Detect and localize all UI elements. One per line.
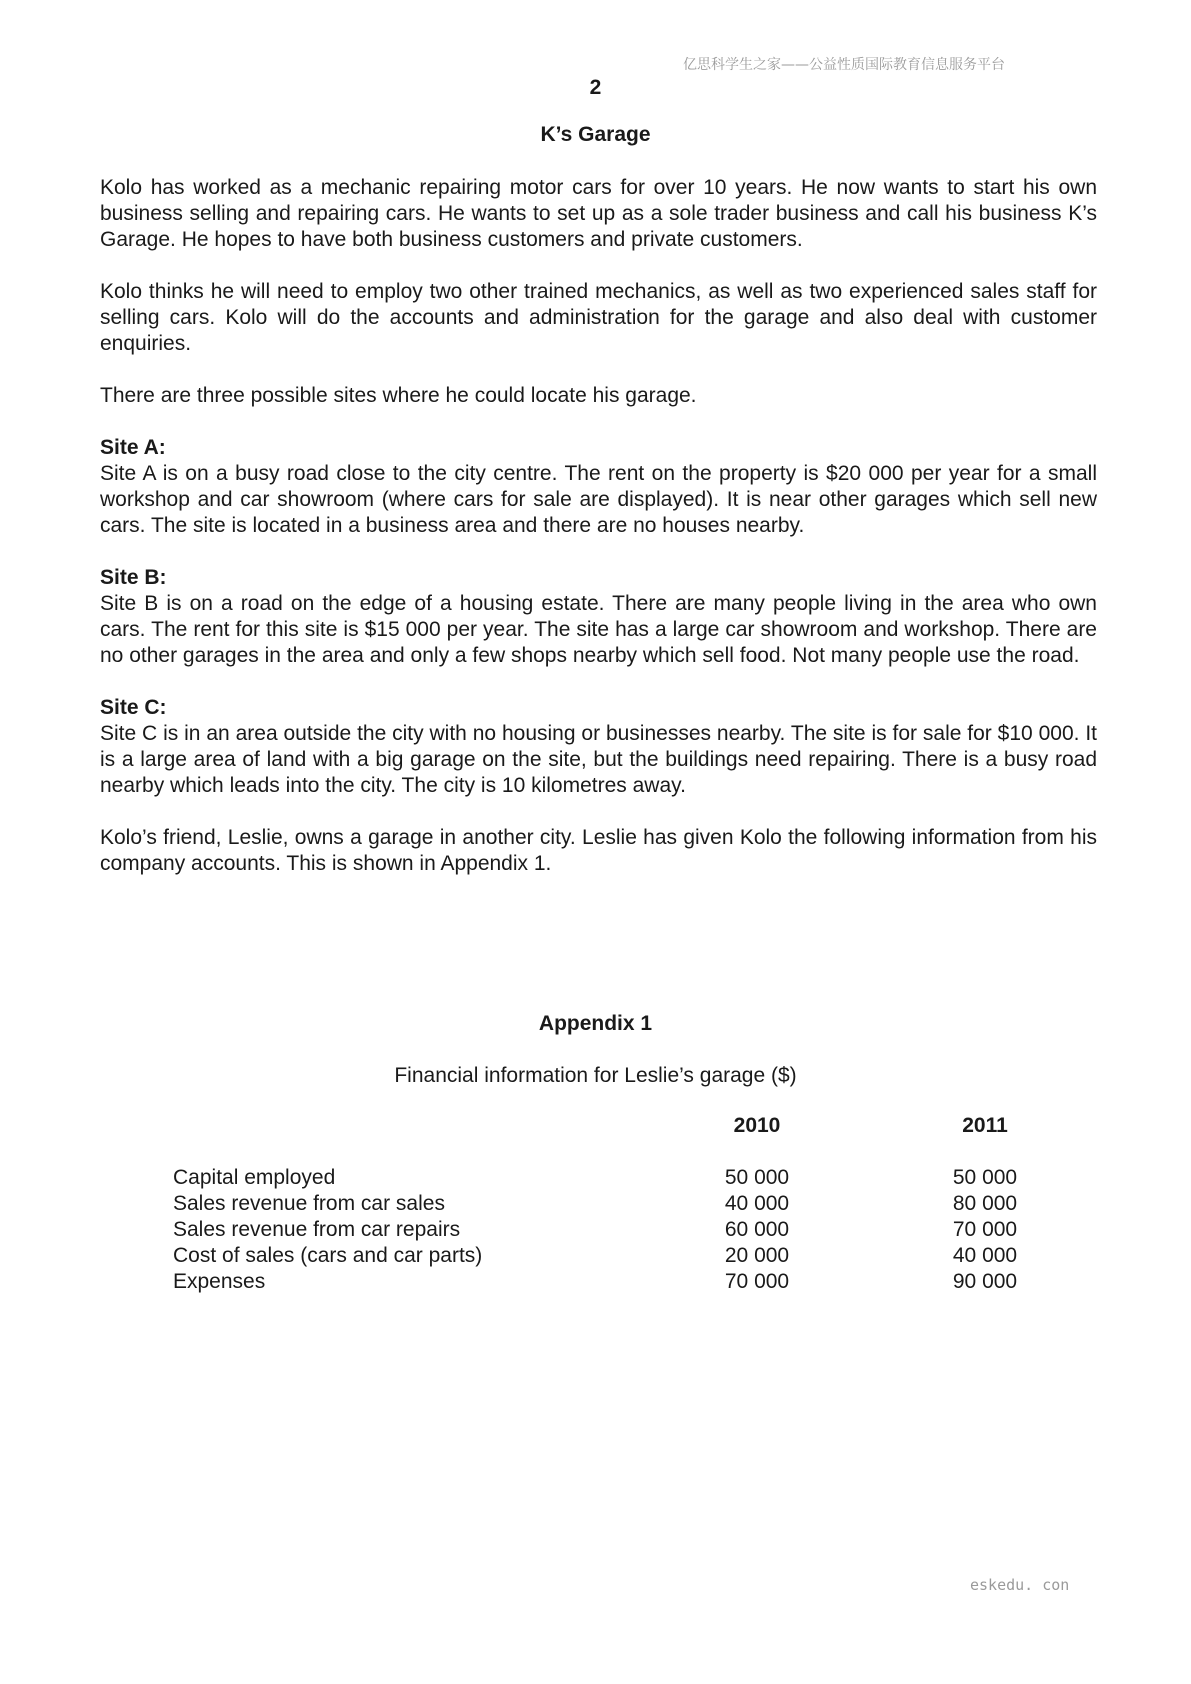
site-c-heading: Site C: <box>100 696 167 719</box>
table-caption: Financial information for Leslie’s garage ($) <box>394 1064 797 1087</box>
header-2010: 2010 <box>733 1114 781 1137</box>
row-label: Cost of sales (cars and car parts) <box>173 1244 483 1267</box>
table-header-row <box>173 1113 1099 1165</box>
financial-table <box>173 1113 1099 1295</box>
table-row <box>173 1191 1099 1217</box>
site-c-text: Site C is in an area outside the city with no housing or businesses nearby. The site is for sale for $10 000. It is a large area of land with a big garage on the site, but the buildings need repairing. There is a busy road nearby which leads into the city. The city is 10 kilometres away. <box>100 722 1097 797</box>
staffing-paragraph: Kolo thinks he will need to employ two other trained mechanics, as well as two experienced sales staff for selling cars. Kolo will do the accounts and administration for the garage and also deal with customer enquiries. <box>100 280 1097 355</box>
value-2010: 20 000 <box>724 1244 790 1267</box>
page-title: K’s Garage <box>540 123 651 146</box>
value-2010: 40 000 <box>724 1192 790 1215</box>
site-b-section <box>100 565 1097 669</box>
value-2010: 60 000 <box>724 1218 790 1241</box>
header-label-cell <box>173 1113 643 1165</box>
table-row <box>173 1269 1099 1295</box>
row-label: Expenses <box>173 1270 266 1293</box>
row-label: Capital employed <box>173 1166 336 1189</box>
page-number: 2 <box>589 76 602 99</box>
value-2011: 90 000 <box>952 1270 1018 1293</box>
sites-intro-paragraph: There are three possible sites where he could locate his garage. <box>100 384 697 407</box>
header-2011: 2011 <box>962 1114 1008 1137</box>
site-a-heading: Site A: <box>100 436 166 459</box>
site-b-text: Site B is on a road on the edge of a housing estate. There are many people living in the area who own cars. The rent for this site is $15 000 per year. The site has a large car showroom and workshop. There are no other garages in the area and only a few shops nearby which sell food. Not many people use the road. <box>100 592 1097 667</box>
value-2011: 50 000 <box>952 1166 1018 1189</box>
case-study-body <box>100 175 1097 903</box>
closing-paragraph: Kolo’s friend, Leslie, owns a garage in another city. Leslie has given Kolo the following information from his company accounts. This is shown in Appendix 1. <box>100 826 1097 875</box>
table-row <box>173 1165 1099 1191</box>
appendix-title: Appendix 1 <box>538 1012 653 1035</box>
site-b-heading: Site B: <box>100 566 167 589</box>
table-row <box>173 1217 1099 1243</box>
watermark-top: 亿思科学生之家——公益性质国际教育信息服务平台 <box>683 57 1005 73</box>
value-2011: 40 000 <box>952 1244 1018 1267</box>
table-row <box>173 1243 1099 1269</box>
site-a-text: Site A is on a busy road close to the city centre. The rent on the property is $20 000 per year for a small workshop and car showroom (where cars for sale are displayed). It is near other garages which sell new cars. The site is located in a business area and there are no houses nearby. <box>100 462 1097 537</box>
value-2011: 80 000 <box>952 1192 1018 1215</box>
value-2011: 70 000 <box>952 1218 1018 1241</box>
value-2010: 50 000 <box>724 1166 790 1189</box>
row-label: Sales revenue from car repairs <box>173 1218 461 1241</box>
value-2010: 70 000 <box>724 1270 790 1293</box>
intro-paragraph: Kolo has worked as a mechanic repairing motor cars for over 10 years. He now wants to start his own business selling and repairing cars. He wants to set up as a sole trader business and call his business K’s Garage. He hopes to have both business customers and private customers. <box>100 176 1097 251</box>
row-label: Sales revenue from car sales <box>173 1192 445 1215</box>
site-a-section <box>100 435 1097 539</box>
site-c-section <box>100 695 1097 799</box>
watermark-bottom: eskedu. con <box>970 1576 1070 1594</box>
